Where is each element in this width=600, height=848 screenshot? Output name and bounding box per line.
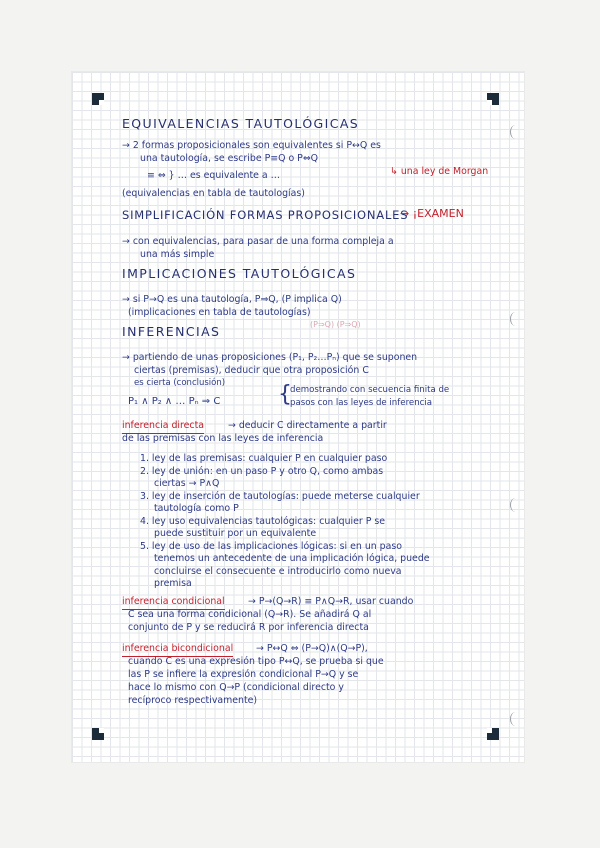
directa-rule: 2. ley de unión: en un paso P y otro Q, como ambas bbox=[140, 466, 384, 477]
brace-note-1: demostrando con secuencia finita de bbox=[290, 385, 450, 395]
binder-hole-icon bbox=[510, 125, 521, 139]
directa-rule: tautología como P bbox=[154, 503, 239, 514]
examen-note: → ¡EXAMEN bbox=[400, 207, 464, 220]
condicional-line-2: C sea una forma condicional (Q→R). Se añadirá Q al bbox=[128, 609, 372, 620]
binder-hole-icon bbox=[510, 498, 521, 512]
heading-inferencias: INFERENCIAS bbox=[122, 324, 221, 339]
corner-marker-icon bbox=[92, 728, 104, 740]
equivalencias-line-2: una tautología, se escribe P≡Q o P⇔Q bbox=[140, 153, 319, 164]
binder-hole-icon bbox=[510, 312, 521, 326]
heading-equivalencias: EQUIVALENCIAS TAUTOLÓGICAS bbox=[122, 116, 360, 131]
brace-note-2: pasos con las leyes de inferencia bbox=[290, 398, 433, 408]
condicional-line-3: conjunto de P y se reducirá R por inferencia directa bbox=[128, 622, 369, 633]
bicondicional-line-4: hace lo mismo con Q→P (condicional directo y bbox=[128, 682, 344, 693]
directa-rule: 1. ley de las premisas: cualquier P en cualquier paso bbox=[140, 453, 388, 464]
heading-implicaciones: IMPLICACIONES TAUTOLÓGICAS bbox=[122, 266, 357, 281]
bicondicional-line-2: cuando C es una expresión tipo P↔Q, se prueba si que bbox=[128, 656, 384, 667]
brace-symbol: { bbox=[278, 382, 292, 407]
directa-rule: puede sustituir por un equivalente bbox=[154, 528, 317, 539]
implicaciones-line-2: (implicaciones en tabla de tautologías) bbox=[128, 307, 311, 318]
inferencias-line-2: ciertas (premisas), deducir que otra proposición C bbox=[134, 365, 369, 376]
implicaciones-line-1: → si P→Q es una tautología, P⇒Q, (P implica Q) bbox=[122, 294, 342, 305]
directa-rule: 3. ley de inserción de tautologías: puede meterse cualquier bbox=[140, 491, 420, 502]
directa-line-2: de las premisas con las leyes de inferencia bbox=[122, 433, 324, 444]
directa-rule: tenemos un antecedente de una implicación lógica, puede bbox=[154, 553, 430, 564]
simplificacion-line-1: → con equivalencias, para pasar de una forma compleja a bbox=[122, 236, 394, 247]
inferencias-line-3: es cierta (conclusión) bbox=[134, 378, 226, 388]
directa-title: inferencia directa bbox=[122, 420, 204, 434]
equivalencias-line-3: ≡ ⇔ } … es equivalente a … bbox=[147, 170, 280, 181]
bicondicional-line-5: recíproco respectivamente) bbox=[128, 695, 258, 706]
bicondicional-title: inferencia bicondicional bbox=[122, 643, 233, 657]
simplificacion-line-2: una más simple bbox=[140, 249, 215, 260]
equivalencias-line-4: (equivalencias en tabla de tautologías) bbox=[122, 188, 305, 199]
morgan-note: ↳ una ley de Morgan bbox=[390, 166, 489, 177]
condicional-title: inferencia condicional bbox=[122, 596, 225, 610]
directa-rule: concluirse el consecuente e introducirlo como nueva bbox=[154, 566, 402, 577]
corner-marker-icon bbox=[487, 93, 499, 105]
directa-rule: 4. ley uso equivalencias tautológicas: cualquier P se bbox=[140, 516, 386, 527]
bicondicional-line-3: las P se infiere la expresión condicional P→Q y se bbox=[128, 669, 359, 680]
equivalencias-line-1: → 2 formas proposicionales son equivalentes si P↔Q es bbox=[122, 140, 381, 151]
inference-formula: P₁ ∧ P₂ ∧ … Pₙ ⇒ C bbox=[128, 396, 221, 407]
bicondicional-line-1: → P↔Q ⇔ (P→Q)∧(Q→P), bbox=[256, 643, 368, 654]
directa-rule: ciertas → P∧Q bbox=[154, 478, 220, 489]
corner-marker-icon bbox=[487, 728, 499, 740]
inferencias-line-1: → partiendo de unas proposiciones (P₁, P₂…Pₙ) que se suponen bbox=[122, 352, 418, 363]
binder-hole-icon bbox=[510, 712, 521, 726]
condicional-line-1: → P→(Q→R) ≡ P∧Q→R, usar cuando bbox=[248, 596, 414, 607]
directa-line-1: → deducir C directamente a partir bbox=[228, 420, 387, 431]
faint-bleed-text: (P⇒Q) (P⇒Q) bbox=[310, 320, 361, 329]
corner-marker-icon bbox=[92, 93, 104, 105]
directa-rule: premisa bbox=[154, 578, 192, 589]
heading-simplificacion: SIMPLIFICACIÓN FORMAS PROPOSICIONALES bbox=[122, 208, 409, 222]
directa-rule: 5. ley de uso de las implicaciones lógicas: si en un paso bbox=[140, 541, 403, 552]
